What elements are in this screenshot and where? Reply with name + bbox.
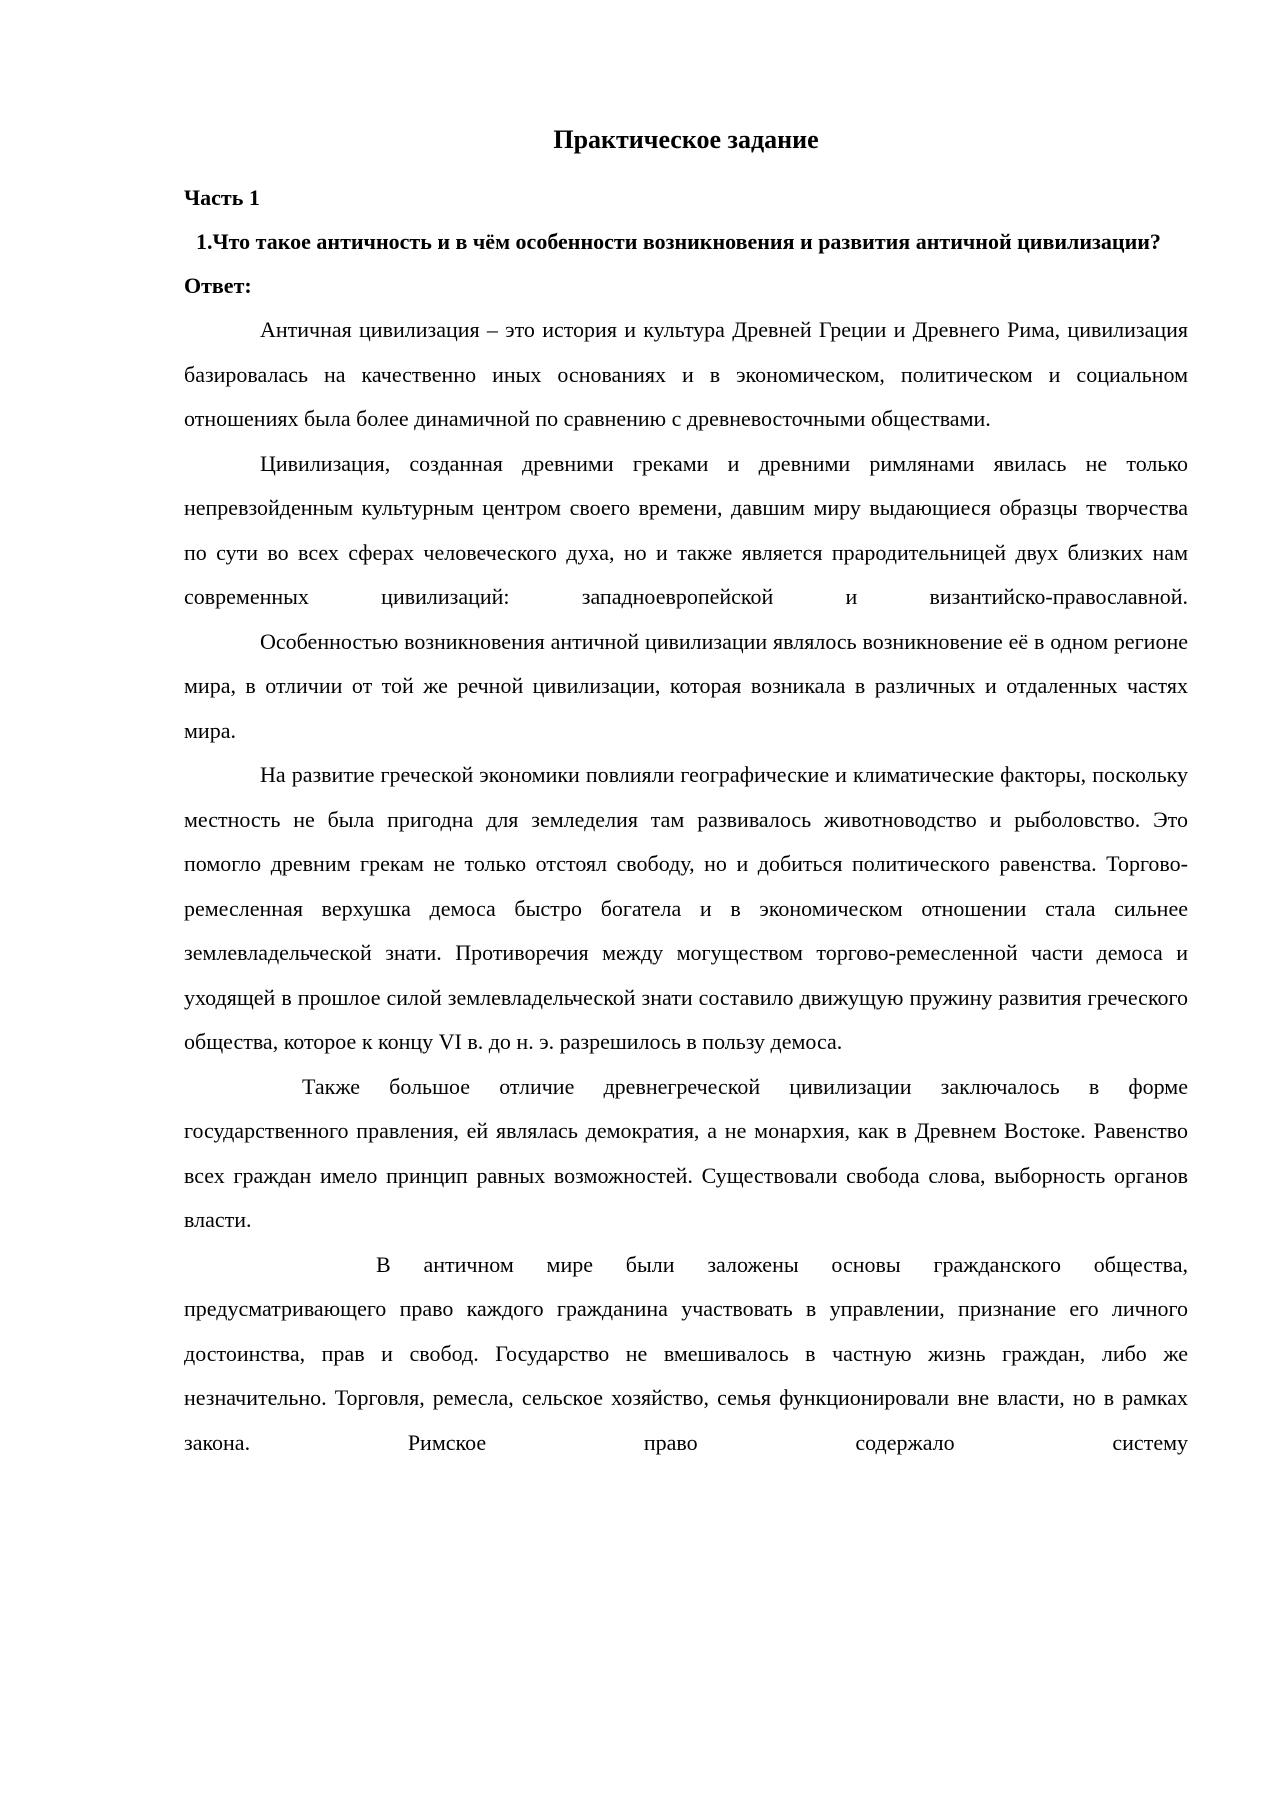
paragraph-3: Особенностью возникновения античной цивилизации являлось возникновение её в одном регионе мира, в отличии от той же речной цивилизации, которая возникала в различных и отдаленных частях мира. — [184, 628, 1188, 743]
paragraph-2: Цивилизация, созданная древними греками и древними римлянами явилась не только непревзойденным культурным центром своего времени, давшим миру выдающиеся образцы творчества по сути во всех сферах человеческого духа, но и также является прародительницей двух близких нам современных цивилизаций: западноевропейской и византийско-православной. — [184, 450, 1188, 609]
answer-label: Ответ: — [184, 273, 252, 298]
paragraph-4: На развитие греческой экономики повлияли географические и климатические факторы, поскольку местность не была пригодна для земледелия там развивалось животноводство и рыболовство. Это помогло древним грекам не только отстоял свободу, но и добиться политического равенства. Торгово-ремесленная верхушка демоса быстро богатела и в экономическом отношении стала сильнее землевладельческой знати. Противоречия между могуществом торгово-ремесленной части демоса и уходящей в прошлое силой землевладельческой знати составило движущую пружину развития греческого общества, которое к концу VI в. до н. э. разрешилось в пользу демоса. — [184, 762, 1188, 1054]
document-body — [184, 118, 1188, 1465]
page-title: Практическое задание — [553, 125, 819, 154]
part-heading: Часть 1 — [184, 185, 260, 210]
question-text: 1.Что такое античность и в чём особенности возникновения и развития античной цивилизации? — [196, 229, 1161, 254]
paragraph-6: В античном мире были заложены основы гражданского общества, предусматривающего право каждого гражданина участвовать в управлении, признание его личного достоинства, прав и свобод. Государство не вмешивалось в частную жизнь граждан, либо же незначительно. Торговля, ремесла, сельское хозяйство, семья функционировали вне власти, но в рамках закона. Римское право содержало систему — [184, 1251, 1188, 1455]
paragraph-5: Также большое отличие древнегреческой цивилизации заключалось в форме государственного правления, ей являлась демократия, а не монархия, как в Древнем Востоке. Равенство всех граждан имело принцип равных возможностей. Существовали свобода слова, выборность органов власти. — [184, 1073, 1188, 1232]
paragraph-1: Античная цивилизация – это история и культура Древней Греции и Древнего Рима, цивилизация базировалась на качественно иных основаниях и в экономическом, политическом и социальном отношениях была более динамичной по сравнению с древневосточными обществами. — [184, 317, 1188, 431]
